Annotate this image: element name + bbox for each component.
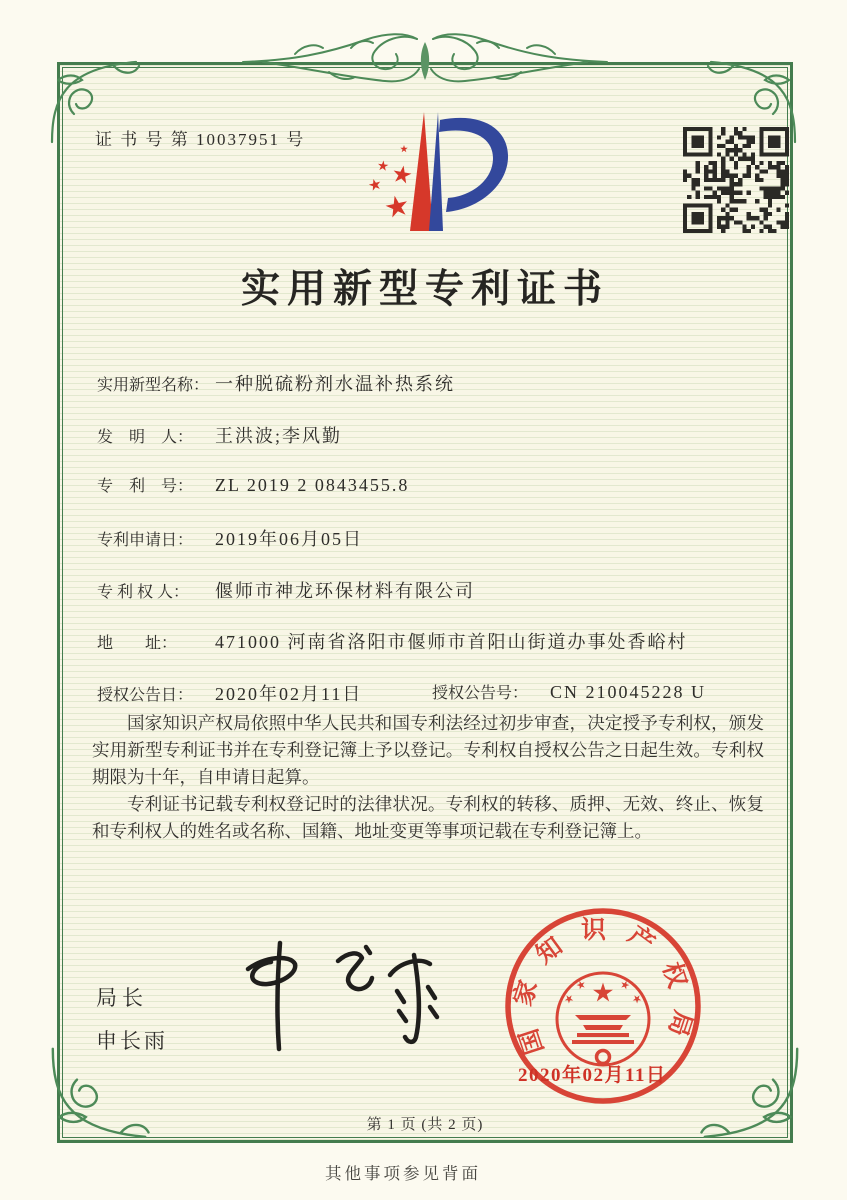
certificate-number: 证 书 号 第 10037951 号 <box>95 130 306 149</box>
field-label: 专 利 号： <box>97 478 194 495</box>
page-number: 第 1 页 (共 2 页) <box>366 1117 484 1133</box>
field-row-patentee <box>97 577 777 603</box>
officer-name: 申长雨 <box>96 1029 168 1053</box>
field-label: 实用新型名称： <box>97 377 210 394</box>
field-label: 发 明 人： <box>97 429 194 446</box>
grant-date-value: 2020年02月11日 <box>215 684 363 704</box>
field-value: 偃师市神龙环保材料有限公司 <box>215 581 475 601</box>
cnipa-logo-icon <box>340 110 515 235</box>
field-row-address <box>97 628 777 654</box>
field-value: 471000 河南省洛阳市偃师市首阳山街道办事处香峪村 <box>215 632 688 652</box>
field-value: 王洪波;李风勤 <box>215 426 343 446</box>
grant-number-label: 授权公告号： <box>432 685 529 702</box>
qr-code <box>683 127 789 233</box>
officer-title: 局长 <box>96 986 148 1010</box>
field-row-grant <box>97 680 777 706</box>
legal-paragraph-2: 专利证书记载专利权登记时的法律状况。专利权的转移、质押、无效、终止、恢复和专利权人的姓名或名称、国籍、地址变更等事项记载在专利登记簿上。 <box>92 794 764 841</box>
legal-text-block <box>92 710 764 845</box>
svg-text:国家知识产权局: 国家知识产权局 <box>509 917 697 1058</box>
field-row-patent-number <box>97 473 777 496</box>
grant-number-value: CN 210045228 U <box>550 682 707 702</box>
field-value: ZL 2019 2 0843455.8 <box>215 475 410 495</box>
certificate-title: 实用新型专利证书 <box>240 268 609 311</box>
field-row-filing-date <box>97 525 777 551</box>
footer-note: 其他事项参见背面 <box>325 1164 481 1183</box>
field-label: 地 址： <box>97 635 178 652</box>
seal-date: 2020年02月11日 <box>518 1065 667 1086</box>
field-row-name <box>97 370 777 396</box>
field-value: 一种脱硫粉剂水温补热系统 <box>215 374 455 394</box>
grant-date-label: 授权公告日： <box>97 687 194 704</box>
field-label: 专 利 权 人： <box>97 584 190 601</box>
legal-paragraph-1: 国家知识产权局依照中华人民共和国专利法经过初步审查，决定授予专利权，颁发实用新型专利证书并在专利登记簿上予以登记。专利权自授权公告之日起生效。专利权期限为十年，自申请日起算。 <box>92 713 764 787</box>
field-row-inventors <box>97 422 777 448</box>
grant-number-pair <box>432 680 706 703</box>
field-value: 2019年06月05日 <box>215 529 363 549</box>
field-label: 专利申请日： <box>97 532 194 549</box>
commissioner-signature <box>218 935 453 1060</box>
